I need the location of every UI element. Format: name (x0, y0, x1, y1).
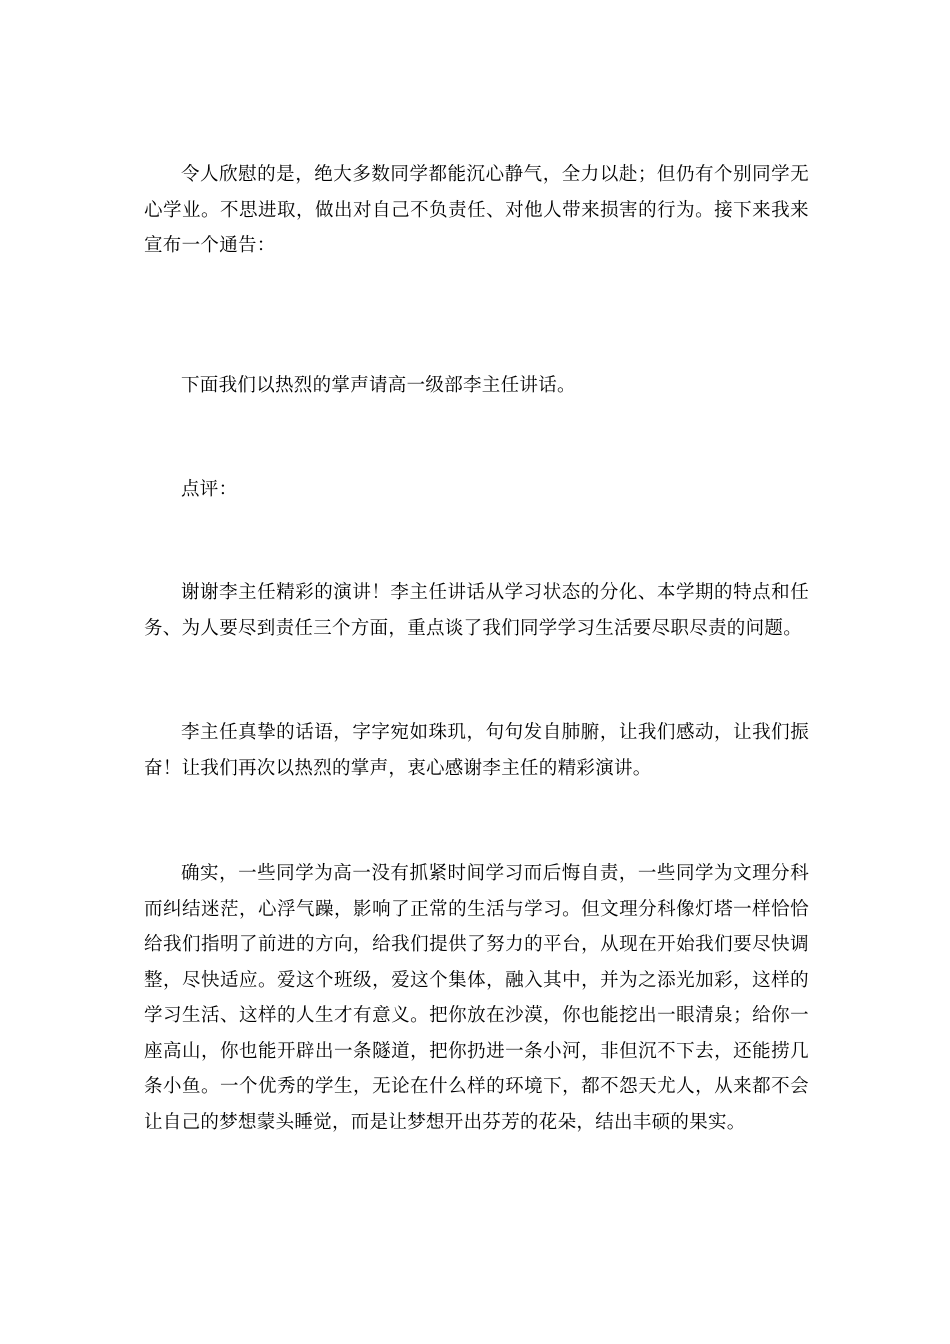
paragraph-thanks-summary: 谢谢李主任精彩的演讲！李主任讲话从学习状态的分化、本学期的特点和任务、为人要尽到责任三个方面，重点谈了我们同学学习生活要尽职尽责的问题。 (144, 582, 809, 639)
paragraph-applause: 李主任真挚的话语，字字宛如珠玑，句句发自肺腑，让我们感动，让我们振奋！让我们再次以热烈的掌声，衷心感谢李主任的精彩演讲。 (144, 722, 809, 779)
paragraph-reflection: 确实，一些同学为高一没有抓紧时间学习而后悔自责，一些同学为文理分科而纠结迷茫，心浮气躁，影响了正常的生活与学习。但文理分科像灯塔一样恰恰给我们指明了前进的方向，给我们提供了努力的平台，从现在开始我们要尽快调整，尽快适应。爱这个班级，爱这个集体，融入其中，并为之添光加彩，这样的学习生活、这样的人生才有意义。把你放在沙漠，你也能挖出一眼清泉；给你一座高山，你也能开辟出一条隧道，把你扔进一条小河，非但沉不下去，还能捞几条小鱼。一个优秀的学生，无论在什么样的环境下，都不怨天尤人，从来都不会让自己的梦想蒙头睡觉，而是让梦想开出芬芳的花朵，结出丰硕的果实。 (144, 863, 809, 1133)
paragraph-invite-speech: 下面我们以热烈的掌声请高一级部李主任讲话。 (181, 375, 576, 396)
document-page (144, 0, 809, 1344)
paragraph-notice-intro: 令人欣慰的是，绝大多数同学都能沉心静气，全力以赴；但仍有个别同学无心学业。不思进取，做出对自己不负责任、对他人带来损害的行为。接下来我来宣布一个通告： (144, 164, 809, 256)
paragraph-comment-heading: 点评： (181, 479, 238, 500)
